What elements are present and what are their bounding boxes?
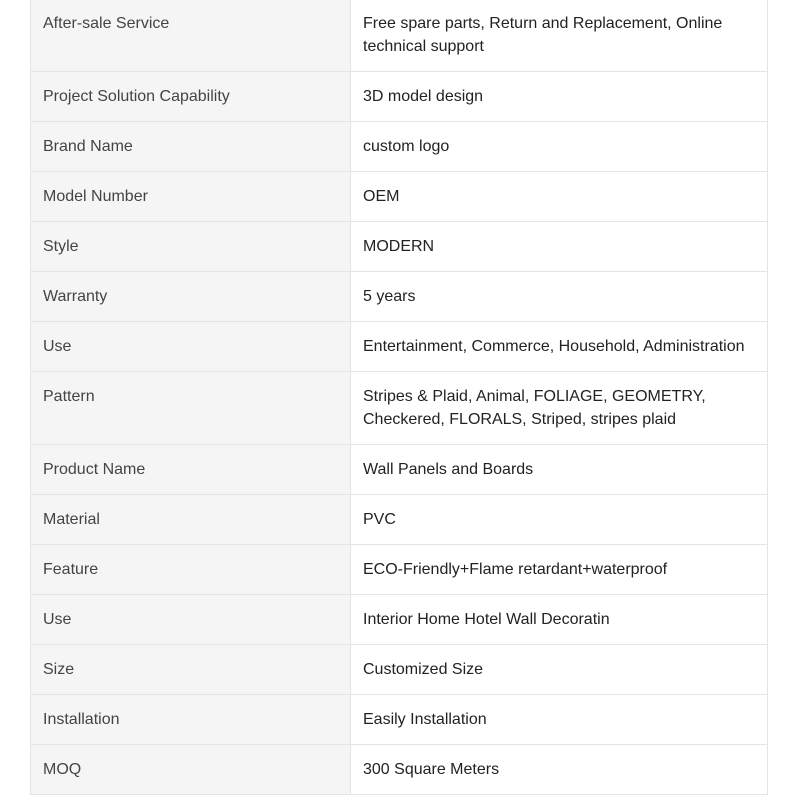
spec-row-moq (31, 745, 768, 795)
spec-row-brand-name (31, 122, 768, 172)
spec-label: Style (31, 222, 351, 272)
spec-row-size (31, 645, 768, 695)
spec-row-feature (31, 545, 768, 595)
spec-row-style (31, 222, 768, 272)
product-spec-table (30, 0, 768, 795)
spec-value: 3D model design (351, 72, 768, 122)
spec-value: 5 years (351, 272, 768, 322)
spec-label: Material (31, 495, 351, 545)
spec-label: Feature (31, 545, 351, 595)
spec-row-product-name (31, 445, 768, 495)
spec-row-warranty (31, 272, 768, 322)
spec-label: Product Name (31, 445, 351, 495)
spec-label: Brand Name (31, 122, 351, 172)
spec-label: Pattern (31, 372, 351, 445)
spec-label: Project Solution Capability (31, 72, 351, 122)
spec-value: Stripes & Plaid, Animal, FOLIAGE, GEOMETRY, Checkered, FLORALS, Striped, stripes plaid (351, 372, 768, 445)
spec-value: MODERN (351, 222, 768, 272)
spec-value: Entertainment, Commerce, Household, Administration (351, 322, 768, 372)
spec-label: Installation (31, 695, 351, 745)
spec-row-pattern (31, 372, 768, 445)
spec-value: Wall Panels and Boards (351, 445, 768, 495)
spec-row-installation (31, 695, 768, 745)
spec-value: OEM (351, 172, 768, 222)
spec-row-model-number (31, 172, 768, 222)
spec-label: Model Number (31, 172, 351, 222)
spec-label: Use (31, 322, 351, 372)
spec-label: MOQ (31, 745, 351, 795)
spec-value: 300 Square Meters (351, 745, 768, 795)
spec-value: Easily Installation (351, 695, 768, 745)
spec-label: After-sale Service (31, 0, 351, 72)
spec-row-use (31, 322, 768, 372)
spec-label: Use (31, 595, 351, 645)
spec-value: Free spare parts, Return and Replacement, Online technical support (351, 0, 768, 72)
spec-label: Warranty (31, 272, 351, 322)
spec-value: ECO-Friendly+Flame retardant+waterproof (351, 545, 768, 595)
spec-value: PVC (351, 495, 768, 545)
spec-row-project-solution (31, 72, 768, 122)
spec-row-after-sale-service (31, 0, 768, 72)
spec-value: custom logo (351, 122, 768, 172)
spec-row-use-2 (31, 595, 768, 645)
spec-label: Size (31, 645, 351, 695)
spec-row-material (31, 495, 768, 545)
spec-value: Customized Size (351, 645, 768, 695)
spec-value: Interior Home Hotel Wall Decoratin (351, 595, 768, 645)
